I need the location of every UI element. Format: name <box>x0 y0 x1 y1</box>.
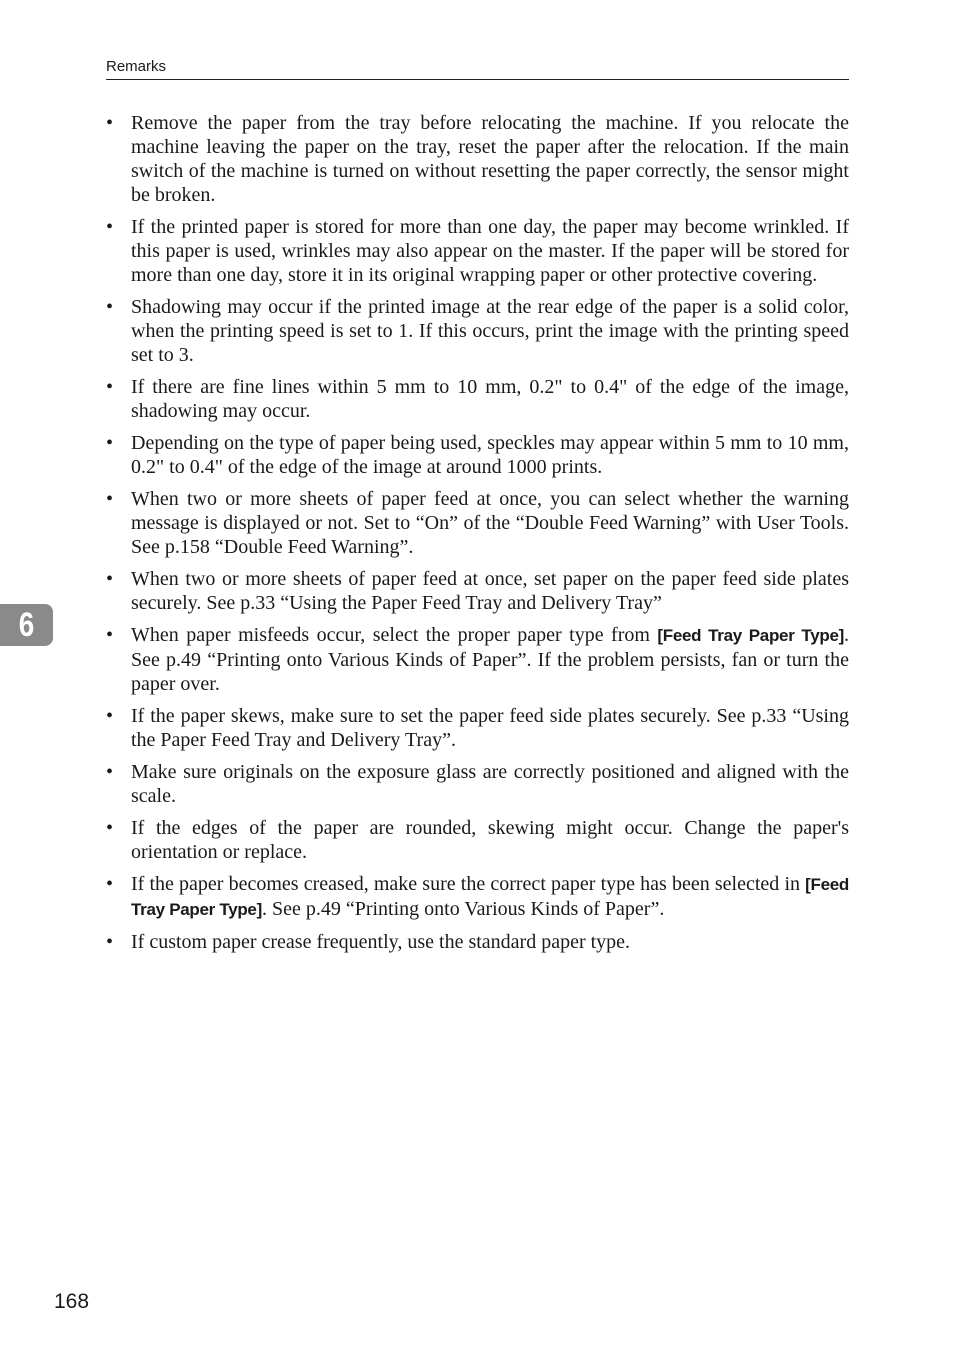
remark-item <box>106 704 849 752</box>
remark-text: When two or more sheets of paper feed at once, set paper on the paper feed side plates securely. See p.33 “Using the Paper Feed Tray and Delivery Tray” <box>131 568 849 614</box>
section-title: Remarks <box>106 58 167 75</box>
remark-text: When two or more sheets of paper feed at once, you can select whether the warning message is displayed or not. Set to “On” of the “Double Feed Warning” with User Tools. See p.158 “Double Feed Warning”. <box>131 488 849 558</box>
page-number: 168 <box>54 1290 90 1313</box>
remark-text: . See p.49 “Printing onto Various Kinds of Paper”. If the problem persists, fan or turn the paper over. <box>131 624 849 695</box>
feed-tray-paper-type-key: [Feed Tray Paper Type] <box>657 626 844 645</box>
remark-text: If the printed paper is stored for more than one day, the paper may become wrinkled. If this paper is used, wrinkles may also appear on the master. If the paper will be stored for more than one day, store it in its original wrapping paper or other protective covering. <box>131 216 849 286</box>
feed-tray-paper-type-key: [Feed Tray Paper Type] <box>131 875 849 919</box>
remark-text: If the paper becomes creased, make sure the correct paper type has been selected in <box>131 873 806 895</box>
bullet-icon: • <box>106 112 114 134</box>
bullet-icon: • <box>106 817 114 839</box>
remark-text: Depending on the type of paper being used, speckles may appear within 5 mm to 10 mm, 0.2" to 0.4" of the edge of the image at around 1000 prints. <box>131 432 849 478</box>
bullet-icon: • <box>106 376 114 398</box>
remark-text: . See p.49 “Printing onto Various Kinds of Paper”. <box>261 898 665 920</box>
remark-item <box>106 623 849 696</box>
remark-text: If there are fine lines within 5 mm to 10 mm, 0.2" to 0.4" of the edge of the image, shadowing may occur. <box>131 376 849 422</box>
remark-text: Shadowing may occur if the printed image at the rear edge of the paper is a solid color, when the printing speed is set to 1. If this occurs, print the image with the printing speed set to 3. <box>131 296 849 366</box>
bullet-icon: • <box>106 761 114 783</box>
remark-text: If the edges of the paper are rounded, skewing might occur. Change the paper's orientation or replace. <box>131 817 849 863</box>
bullet-icon: • <box>106 296 114 318</box>
remark-text: When paper misfeeds occur, select the proper paper type from <box>131 624 658 646</box>
remark-text: If custom paper crease frequently, use the standard paper type. <box>131 931 631 953</box>
remark-text: If the paper skews, make sure to set the paper feed side plates securely. See p.33 “Using the Paper Feed Tray and Delivery Tray”. <box>131 705 849 751</box>
remark-item <box>106 872 849 922</box>
remark-item <box>106 111 849 207</box>
bullet-icon: • <box>106 432 114 454</box>
bullet-icon: • <box>106 705 114 727</box>
remark-item <box>106 215 849 287</box>
remark-item <box>106 760 849 808</box>
bullet-icon: • <box>106 568 114 590</box>
remarks-list <box>106 111 849 962</box>
remark-item <box>106 487 849 559</box>
remark-text: Make sure originals on the exposure glass are correctly positioned and aligned with the scale. <box>131 761 849 807</box>
remark-item <box>106 930 849 954</box>
remark-item <box>106 567 849 615</box>
bullet-icon: • <box>106 931 114 953</box>
remark-text: Remove the paper from the tray before relocating the machine. If you relocate the machine leaving the paper on the tray, reset the paper after the relocation. If the main switch of the machine is turned on without resetting the paper correctly, the sensor might be broken. <box>131 112 849 206</box>
remark-item <box>106 295 849 367</box>
bullet-icon: • <box>106 488 114 510</box>
remark-item <box>106 816 849 864</box>
bullet-icon: • <box>106 873 114 895</box>
remark-item <box>106 375 849 423</box>
page-header <box>106 57 849 80</box>
bullet-icon: • <box>106 216 114 238</box>
remark-item <box>106 431 849 479</box>
chapter-tab <box>0 604 53 646</box>
bullet-icon: • <box>106 624 114 646</box>
chapter-number: 6 <box>18 606 35 644</box>
